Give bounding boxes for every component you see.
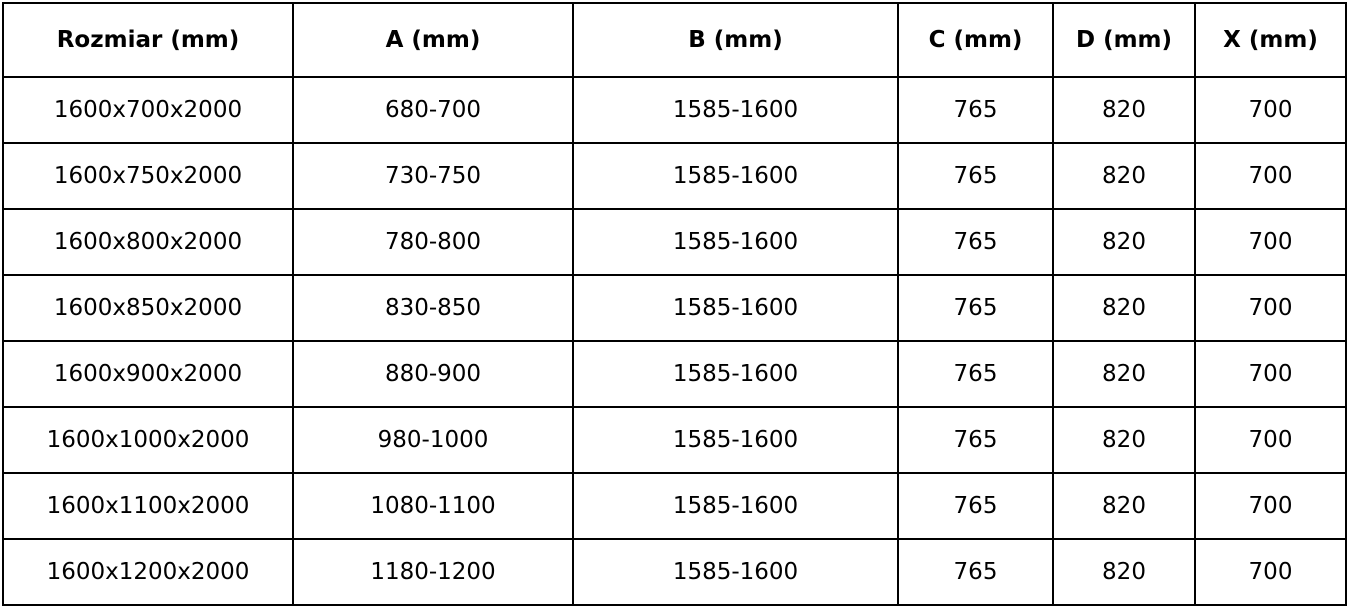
cell-size: 1600x700x2000 [3,77,293,143]
cell-b: 1585-1600 [573,77,898,143]
cell-d: 820 [1053,275,1195,341]
column-header-size: Rozmiar (mm) [3,3,293,77]
cell-size: 1600x1000x2000 [3,407,293,473]
cell-c: 765 [898,407,1053,473]
cell-c: 765 [898,473,1053,539]
cell-a: 730-750 [293,143,573,209]
cell-d: 820 [1053,143,1195,209]
table-row [3,473,1346,539]
cell-d: 820 [1053,539,1195,605]
column-header-d: D (mm) [1053,3,1195,77]
cell-c: 765 [898,539,1053,605]
cell-x: 700 [1195,341,1346,407]
cell-b: 1585-1600 [573,143,898,209]
cell-x: 700 [1195,539,1346,605]
cell-d: 820 [1053,473,1195,539]
cell-b: 1585-1600 [573,209,898,275]
cell-a: 780-800 [293,209,573,275]
cell-b: 1585-1600 [573,539,898,605]
cell-x: 700 [1195,209,1346,275]
cell-x: 700 [1195,473,1346,539]
table-row [3,209,1346,275]
cell-c: 765 [898,341,1053,407]
column-header-x: X (mm) [1195,3,1346,77]
cell-b: 1585-1600 [573,341,898,407]
table-row [3,539,1346,605]
cell-a: 1080-1100 [293,473,573,539]
cell-x: 700 [1195,275,1346,341]
table-row [3,341,1346,407]
cell-size: 1600x800x2000 [3,209,293,275]
cell-c: 765 [898,77,1053,143]
cell-c: 765 [898,275,1053,341]
cell-b: 1585-1600 [573,275,898,341]
cell-c: 765 [898,143,1053,209]
cell-d: 820 [1053,77,1195,143]
table-row [3,275,1346,341]
cell-b: 1585-1600 [573,473,898,539]
column-header-c: C (mm) [898,3,1053,77]
column-header-b: B (mm) [573,3,898,77]
column-header-a: A (mm) [293,3,573,77]
cell-size: 1600x1200x2000 [3,539,293,605]
cell-x: 700 [1195,77,1346,143]
cell-b: 1585-1600 [573,407,898,473]
cell-a: 980-1000 [293,407,573,473]
cell-d: 820 [1053,341,1195,407]
cell-a: 680-700 [293,77,573,143]
cell-d: 820 [1053,407,1195,473]
cell-a: 880-900 [293,341,573,407]
cell-size: 1600x1100x2000 [3,473,293,539]
table-row [3,143,1346,209]
table-row [3,407,1346,473]
cell-x: 700 [1195,407,1346,473]
cell-a: 1180-1200 [293,539,573,605]
cell-size: 1600x850x2000 [3,275,293,341]
table-row [3,77,1346,143]
cell-x: 700 [1195,143,1346,209]
cell-size: 1600x750x2000 [3,143,293,209]
table-header-row [3,3,1346,77]
cell-a: 830-850 [293,275,573,341]
cell-size: 1600x900x2000 [3,341,293,407]
cell-d: 820 [1053,209,1195,275]
size-table-container [0,2,1351,589]
cell-c: 765 [898,209,1053,275]
dimensions-table [2,2,1347,606]
